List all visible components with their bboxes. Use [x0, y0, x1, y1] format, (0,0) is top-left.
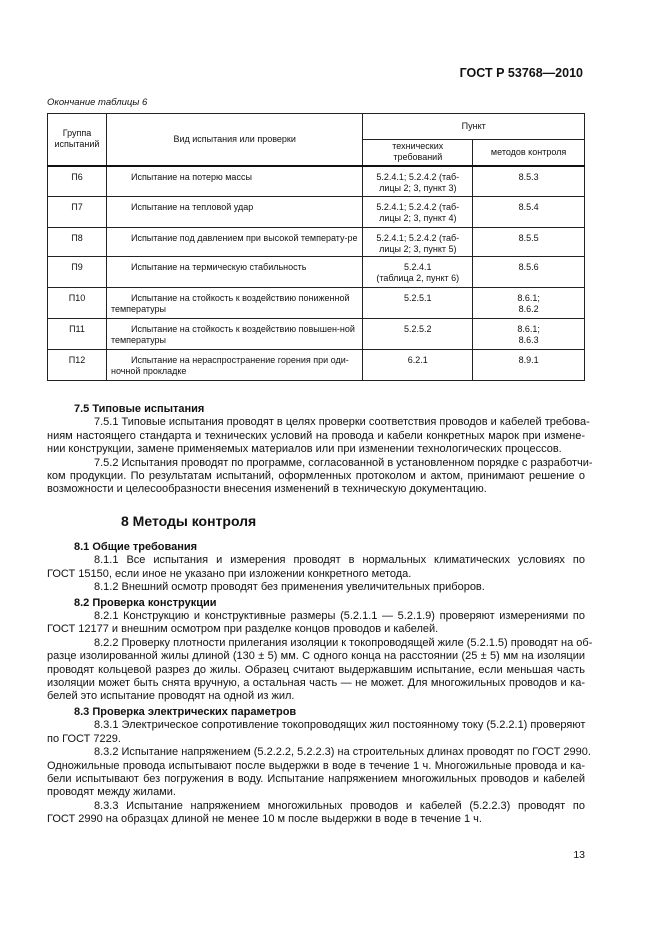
cell-tech: [363, 197, 473, 228]
text-line: по ГОСТ 7229.: [47, 732, 121, 745]
paragraph-8-2-2: [47, 636, 593, 704]
cell-tech: [363, 288, 473, 319]
cell-group: П10: [48, 288, 107, 319]
document-code: ГОСТ Р 53768—2010: [459, 66, 583, 80]
heading-8: 8 Методы контроля: [121, 513, 257, 529]
cell-kind: Испытание под давлением при высокой температу-ре: [106, 228, 362, 257]
method-line: 8.6.1;: [517, 324, 540, 334]
cell-tech: [363, 166, 473, 197]
paragraph-8-1-1: [47, 554, 585, 581]
text-line: ГОСТ 2990 на образцах длиной не менее 10 м после выдержки в воде в течение 1 ч.: [47, 813, 482, 826]
cell-group: П9: [48, 257, 107, 288]
tests-table: [47, 113, 585, 381]
text-line: проводят между жилами.: [47, 786, 176, 799]
cell-group: П6: [48, 166, 107, 197]
text-line: ком продукции. По результатам испытаний, оформленных протоколом и актом, принимают решение о: [47, 470, 585, 483]
tech-line: 5.2.4.1; 5.2.4.2 (таб-: [376, 202, 460, 212]
cell-tech: [363, 257, 473, 288]
cell-tech: [363, 228, 473, 257]
header-clause: Пункт: [363, 114, 585, 140]
text-line: проводят кольцевой разрез до жилы. Образец считают выдержавшим испытание, если меньшая часть: [47, 663, 585, 676]
cell-group: П7: [48, 197, 107, 228]
method-line: 8.6.3: [518, 335, 539, 345]
text-line: ГОСТ 12177 и внешним осмотром при разделке концов проводов и кабелей.: [47, 623, 439, 636]
cell-kind: Испытание на тепловой удар: [106, 197, 362, 228]
tech-line: 5.2.4.1; 5.2.4.2 (таб-: [376, 171, 460, 182]
table-row: [48, 288, 585, 319]
cell-methods: [473, 197, 585, 228]
tech-line: 5.2.4.1; 5.2.4.2 (таб-: [376, 233, 460, 243]
method-line: 8.5.5: [518, 233, 539, 243]
text-line: Одножильные провода испытывают после выдержки в воде в течение 1 ч. Многожильные провода и ка-: [47, 759, 585, 772]
cell-methods: [473, 288, 585, 319]
section-8-1: [47, 541, 593, 827]
table-row: [48, 350, 585, 381]
cell-kind: Испытание на потерю массы: [106, 166, 362, 197]
paragraph-8-3-3: [47, 800, 585, 827]
cell-methods: [473, 350, 585, 381]
text-line: белей это испытание проводят на одной из жил.: [47, 690, 295, 703]
tech-line: лицы 2; 3, пункт 3): [379, 182, 457, 193]
method-line: 8.9.1: [518, 355, 539, 365]
text-line: изоляции может быть снята вручную, а остальная часть — не может. Для многожильных проводов и ка-: [47, 677, 585, 690]
tech-line: лицы 2; 3, пункт 4): [379, 213, 457, 223]
table-row: [48, 257, 585, 288]
text-line: 8.2.2 Проверку плотности прилегания изоляции к токопроводящей жиле (5.2.1.5) проводят на об-: [94, 636, 593, 649]
method-line: 8.5.6: [518, 262, 539, 272]
paragraph-8-2-1: [47, 610, 585, 637]
text-line: 7.5.1 Типовые испытания проводят в целях проверки соответствия проводов и кабелей требова-: [94, 416, 590, 429]
cell-methods: [473, 319, 585, 350]
cell-kind: Испытание на стойкость к воздействию повышен-ной температуры: [106, 319, 362, 350]
heading-7-5: 7.5 Типовые испытания: [74, 403, 205, 415]
tech-line: лицы 2; 3, пункт 5): [379, 244, 457, 254]
tech-line: 5.2.5.1: [404, 293, 432, 303]
text-line: ниям настоящего стандарта и технических условий на провода и кабели конкретных марок при измене-: [47, 429, 585, 442]
text-line: ГОСТ 15150, если иное не указано при изложении конкретного метода.: [47, 567, 412, 580]
tech-line: (таблица 2, пункт 6): [376, 273, 460, 283]
paragraph-8-1-2: [47, 581, 585, 594]
paragraph-7-5-1: [47, 416, 590, 456]
table-row: [48, 197, 585, 228]
paragraph-7-5-2: [47, 456, 593, 497]
paragraph-8-3-1: [47, 719, 585, 746]
page-number: 13: [573, 849, 585, 861]
table-row: [48, 166, 585, 197]
cell-kind: Испытание на термическую стабильность: [106, 257, 362, 288]
cell-tech: [363, 319, 473, 350]
heading-8-1: 8.1 Общие требования: [74, 541, 198, 553]
tech-line: 5.2.5.2: [404, 324, 432, 334]
text-line: 8.3.2 Испытание напряжением (5.2.2.2, 5.2.2.3) на строительных длинах проводят по ГОСТ 2990.: [94, 746, 591, 759]
heading-8-3: 8.3 Проверка электрических параметров: [74, 705, 297, 718]
method-line: 8.5.3: [518, 171, 539, 182]
table-caption: Окончание таблицы 6: [47, 97, 148, 108]
text-line: 8.1.1 Все испытания и измерения проводят в нормальных климатических условиях по: [94, 554, 585, 567]
header-tech: технических требований: [363, 140, 473, 166]
text-line: бели испытывают без погружения в воду. Испытание напряжением многожильных проводов и кабелей: [47, 772, 585, 785]
text-line: возможности и целесообразности внесения изменений в техническую документацию.: [47, 483, 487, 496]
method-line: 8.5.4: [518, 202, 539, 212]
text-line: 7.5.2 Испытания проводят по программе, согласованной в установленном порядке с разработчи-: [94, 456, 593, 469]
header-methods: методов контроля: [473, 140, 585, 166]
header-kind: Вид испытания или проверки: [106, 114, 362, 166]
cell-group: П8: [48, 228, 107, 257]
tech-line: 5.2.4.1: [404, 262, 432, 272]
cell-group: П12: [48, 350, 107, 381]
text-line: разце изолированной жилы длиной (130 ± 5) мм. С одного конца на расстоянии (25 ± 5) мм на изоляции: [47, 650, 585, 663]
header-group: Группа испытаний: [48, 114, 107, 166]
heading-8-2: 8.2 Проверка конструкции: [74, 596, 217, 609]
paragraph-8-3-2: [47, 746, 591, 800]
text-line: 8.1.2 Внешний осмотр проводят без применения увеличительных приборов.: [94, 581, 485, 594]
table-row: [48, 228, 585, 257]
table-row: [48, 319, 585, 350]
method-line: 8.6.2: [518, 304, 539, 314]
cell-kind: Испытание на стойкость к воздействию пониженной температуры: [106, 288, 362, 319]
cell-methods: [473, 166, 585, 197]
cell-kind: Испытание на нераспространение горения при оди-ночной прокладке: [106, 350, 362, 381]
section-7-5: [47, 403, 593, 497]
cell-group: П11: [48, 319, 107, 350]
cell-tech: [363, 350, 473, 381]
cell-methods: [473, 257, 585, 288]
text-line: 8.3.3 Испытание напряжением многожильных проводов и кабелей (5.2.2.3) проводят по: [94, 799, 585, 812]
text-line: 8.3.1 Электрическое сопротивление токопроводящих жил постоянному току (5.2.2.1) проверяют: [94, 719, 586, 732]
cell-methods: [473, 228, 585, 257]
tech-line: 6.2.1: [407, 355, 428, 365]
text-line: 8.2.1 Конструкцию и конструктивные размеры (5.2.1.1 — 5.2.1.9) проверяют измерениями по: [94, 610, 585, 623]
method-line: 8.6.1;: [517, 293, 540, 303]
text-line: нии конструкции, замене применяемых материалов или при изменении технологических процессов.: [47, 443, 562, 456]
